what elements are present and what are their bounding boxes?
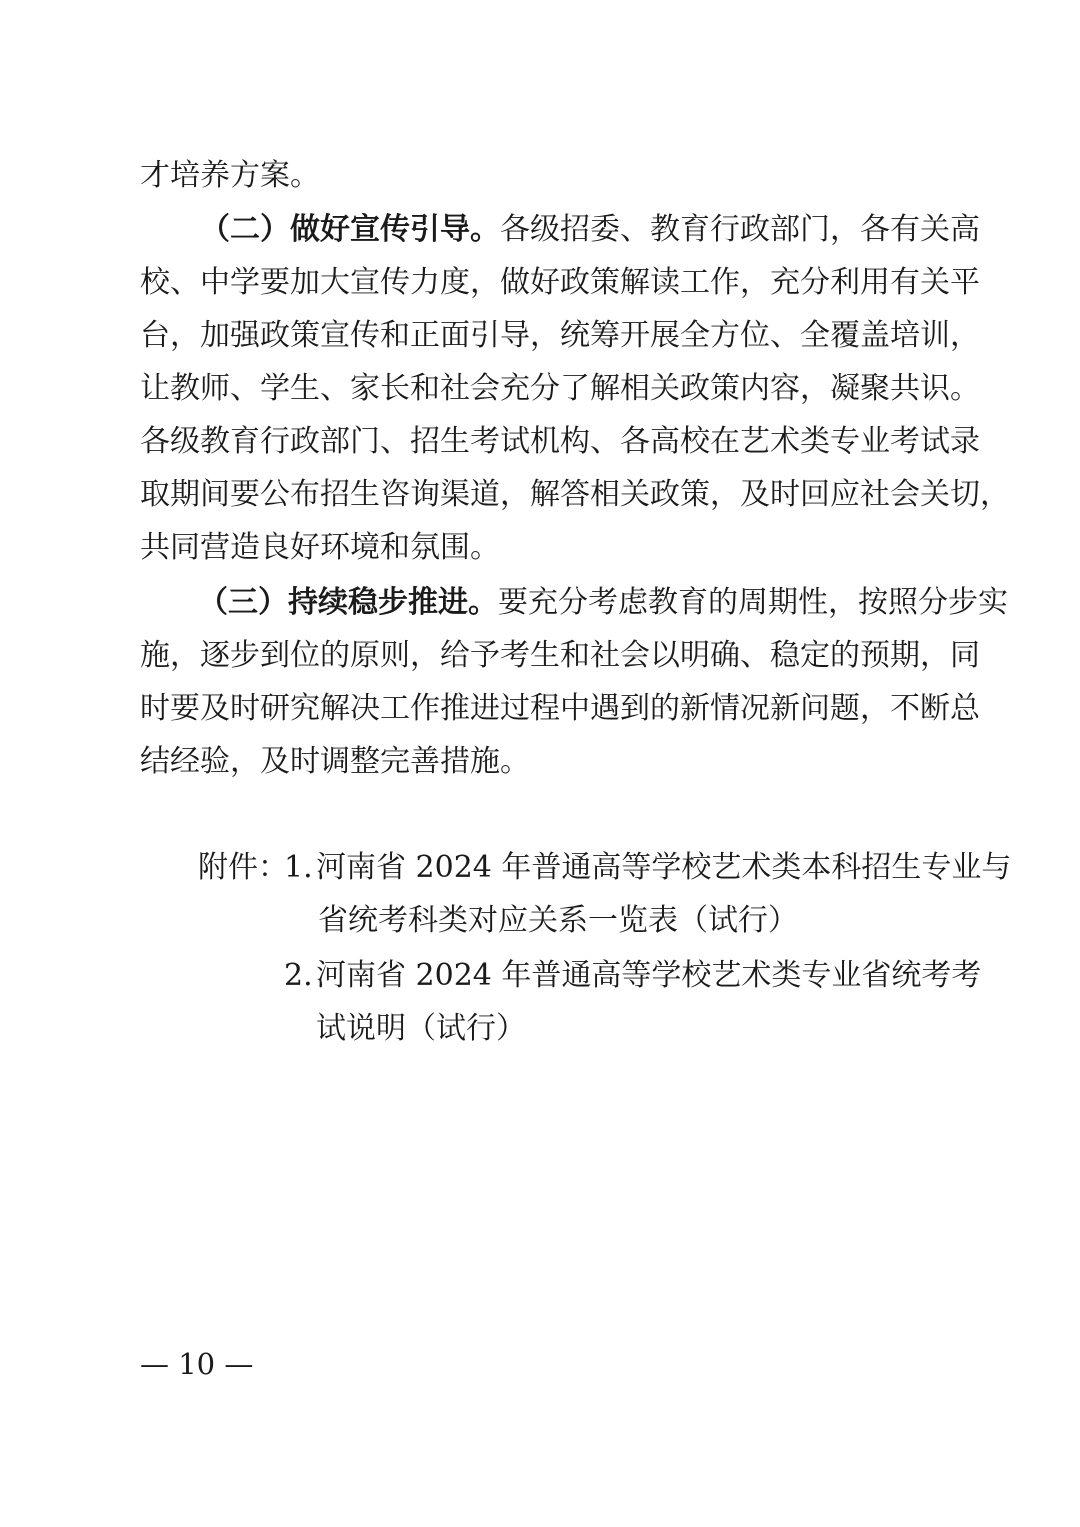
attachments-label: 附件： <box>198 850 288 885</box>
attachment-1-title-cont: 省统考科类对应关系一览表（试行） <box>318 903 798 938</box>
section-3-line: 结经验，及时调整完善措施。 <box>140 744 530 779</box>
section-2-line: 让教师、学生、家长和社会充分了解相关政策内容，凝聚共识。 <box>140 371 980 406</box>
section-2-line: 共同营造良好环境和氛围。 <box>140 530 500 565</box>
section-2-line: 各级招委、教育行政部门，各有关高 <box>500 212 980 247</box>
section-2-line: 台，加强政策宣传和正面引导，统筹开展全方位、全覆盖培训， <box>140 318 980 353</box>
section-3-line: 时要及时研究解决工作推进过程中遇到的新情况新问题，不断总 <box>140 691 980 726</box>
paragraph-continuation: 才培养方案。 <box>140 158 320 193</box>
section-2-first-line <box>200 212 980 248</box>
section-2-heading: （二）做好宣传引导。 <box>200 212 500 247</box>
attachment-2-number: 2. <box>284 958 313 993</box>
section-3-heading: （三）持续稳步推进。 <box>198 585 498 620</box>
section-2-line: 各级教育行政部门、招生考试机构、各高校在艺术类专业考试录 <box>140 424 980 459</box>
section-3-line: 施，逐步到位的原则，给予考生和社会以明确、稳定的预期，同 <box>140 638 980 673</box>
attachment-2-title: 河南省 2024 年普通高等学校艺术类专业省统考考 <box>316 958 982 993</box>
page-number: — 10 — <box>140 1347 254 1381</box>
attachment-1-title: 河南省 2024 年普通高等学校艺术类本科招生专业与 <box>316 850 1012 885</box>
attachment-1-number: 1. <box>284 850 313 885</box>
section-2-line: 校、中学要加大宣传力度，做好政策解读工作，充分利用有关平 <box>140 265 980 300</box>
attachment-2-title-cont: 试说明（试行） <box>316 1011 526 1046</box>
section-3-first-line <box>198 585 1008 621</box>
section-2-line: 取期间要公布招生咨询渠道，解答相关政策，及时回应社会关切， <box>140 477 1010 512</box>
section-3-line: 要充分考虑教育的周期性，按照分步实 <box>498 585 1008 620</box>
